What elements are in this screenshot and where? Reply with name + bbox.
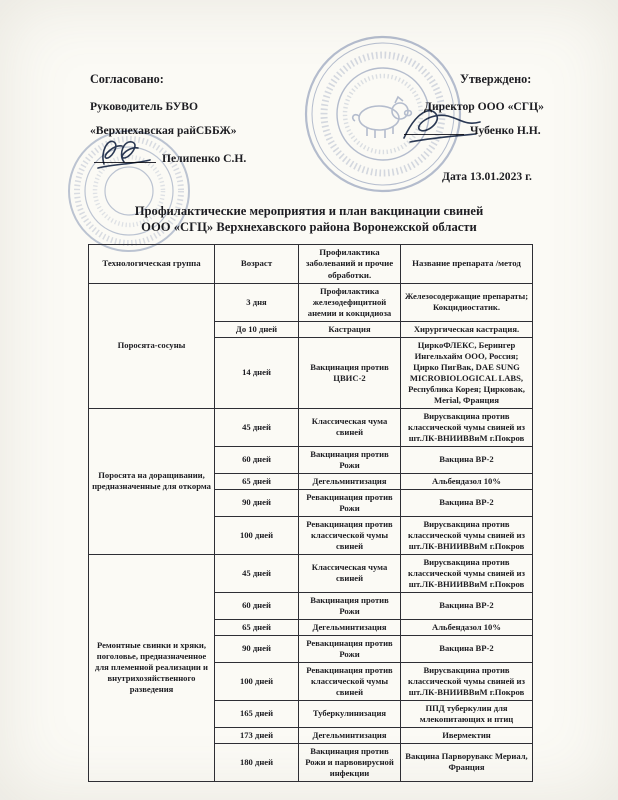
round-stamp-left <box>66 128 192 254</box>
col-header-treatment: Профилактика заболеваний и прочие обработки. <box>299 245 401 284</box>
cell-treatment: Вакцинация против Рожи <box>299 592 401 619</box>
left-role-line1: Руководитель БУВО <box>90 100 198 113</box>
cell-treatment: Туберкулинизация <box>299 700 401 727</box>
cell-treatment: Профилактика железодефицитной анемии и кокцидиоза <box>299 283 401 321</box>
cell-drug: Вакцина ВР-2 <box>401 635 533 662</box>
table-header-row <box>89 245 533 284</box>
cell-age: 65 дней <box>215 473 299 489</box>
cell-age: 90 дней <box>215 489 299 516</box>
cell-age: 65 дней <box>215 619 299 635</box>
signature-line-right <box>404 122 464 135</box>
cell-drug: Вакцина ВР-2 <box>401 592 533 619</box>
cell-age: 45 дней <box>215 408 299 446</box>
cell-age: 90 дней <box>215 635 299 662</box>
cell-age: 60 дней <box>215 592 299 619</box>
cell-treatment: Классическая чума свиней <box>299 408 401 446</box>
cell-age: 180 дней <box>215 743 299 781</box>
cell-age: 45 дней <box>215 554 299 592</box>
cell-treatment: Ревакцинация против Рожи <box>299 489 401 516</box>
right-signer-name: Чубенко Н.Н. <box>470 124 541 137</box>
group-name: Поросята на доращивании, предназначенные для откорма <box>89 408 215 554</box>
approval-date: Дата 13.01.2023 г. <box>442 170 532 183</box>
cell-drug: Вакцина ВР-2 <box>401 489 533 516</box>
cell-treatment: Ревакцинация против классической чумы свиней <box>299 516 401 554</box>
cell-drug: Вакцина Парворувакс Мериал, Франция <box>401 743 533 781</box>
cell-drug: Альбендазол 10% <box>401 619 533 635</box>
cell-age: 100 дней <box>215 662 299 700</box>
signature-line-left <box>94 150 156 163</box>
table-row <box>89 408 533 446</box>
group-name: Поросята-сосуны <box>89 283 215 408</box>
cell-age: 173 дней <box>215 727 299 743</box>
cell-treatment: Вакцинация против Рожи <box>299 446 401 473</box>
cell-age: 3 дня <box>215 283 299 321</box>
col-header-group: Технологическая группа <box>89 245 215 284</box>
cell-drug: Хирургическая кастрация. <box>401 321 533 337</box>
cell-drug: Железосодержащие препараты; Кокцидиостатик. <box>401 283 533 321</box>
cell-treatment: Дегельминтизация <box>299 473 401 489</box>
cell-drug: Вирусвакцина против классической чумы свиней из шт.ЛК-ВНИИВВиМ г.Покров <box>401 516 533 554</box>
cell-age: 60 дней <box>215 446 299 473</box>
cell-drug: Альбендазол 10% <box>401 473 533 489</box>
cell-treatment: Дегельминтизация <box>299 727 401 743</box>
table-row <box>89 554 533 592</box>
pig-icon <box>353 97 412 138</box>
round-stamp-pig <box>303 34 463 194</box>
col-header-age: Возраст <box>215 245 299 284</box>
document-title-line2: ООО «СГЦ» Верхнехавского района Воронежской области <box>141 220 477 234</box>
cell-age: 14 дней <box>215 337 299 408</box>
document-title-line1: Профилактические мероприятия и план вакцинации свиней <box>134 204 484 218</box>
cell-treatment: Кастрация <box>299 321 401 337</box>
col-header-drug: Название препарата /метод <box>401 245 533 284</box>
cell-age: До 10 дней <box>215 321 299 337</box>
cell-treatment: Ревакцинация против Рожи <box>299 635 401 662</box>
left-signer-name: Пелипенко С.Н. <box>162 152 247 165</box>
cell-age: 165 дней <box>215 700 299 727</box>
right-role-line1: Директор ООО «СГЦ» <box>424 100 544 113</box>
agreed-label: Согласовано: <box>90 72 164 86</box>
cell-drug: Вакцина ВР-2 <box>401 446 533 473</box>
cell-treatment: Классическая чума свиней <box>299 554 401 592</box>
cell-drug: Вирусвакцина против классической чумы свиней из шт.ЛК-ВНИИВВиМ г.Покров <box>401 408 533 446</box>
cell-drug: ППД туберкулин для млекопитающих и птиц <box>401 700 533 727</box>
cell-age: 100 дней <box>215 516 299 554</box>
cell-drug: Вирусвакцина против классической чумы свиней из шт.ЛК-ВНИИВВиМ г.Покров <box>401 554 533 592</box>
cell-treatment: Дегельминтизация <box>299 619 401 635</box>
cell-treatment: Вакцинация против ЦВИС-2 <box>299 337 401 408</box>
cell-treatment: Вакцинация против Рожи и парвовирусной инфекции <box>299 743 401 781</box>
cell-treatment: Ревакцинация против классической чумы свиней <box>299 662 401 700</box>
group-name: Ремонтные свинки и хряки, поголовье, предназначенное для племенной реализации и внутрихозяйственного разведения <box>89 554 215 781</box>
cell-drug: ЦиркоФЛЕКС, Берингер Ингельхайм ООО, Россия; Цирко ПигВак, DAE SUNG MICROBIOLOGICAL LABS, Республика Корея; Цирковак, Merial, Франция <box>401 337 533 408</box>
cell-drug: Вирусвакцина против классической чумы свиней из шт.ЛК-ВНИИВВиМ г.Покров <box>401 662 533 700</box>
vaccination-plan-table <box>88 244 533 782</box>
cell-drug: Ивермектин <box>401 727 533 743</box>
left-role-line2: «Верхнехавская райСББЖ» <box>90 124 237 137</box>
approved-label: Утверждено: <box>460 72 532 86</box>
table-row <box>89 283 533 321</box>
